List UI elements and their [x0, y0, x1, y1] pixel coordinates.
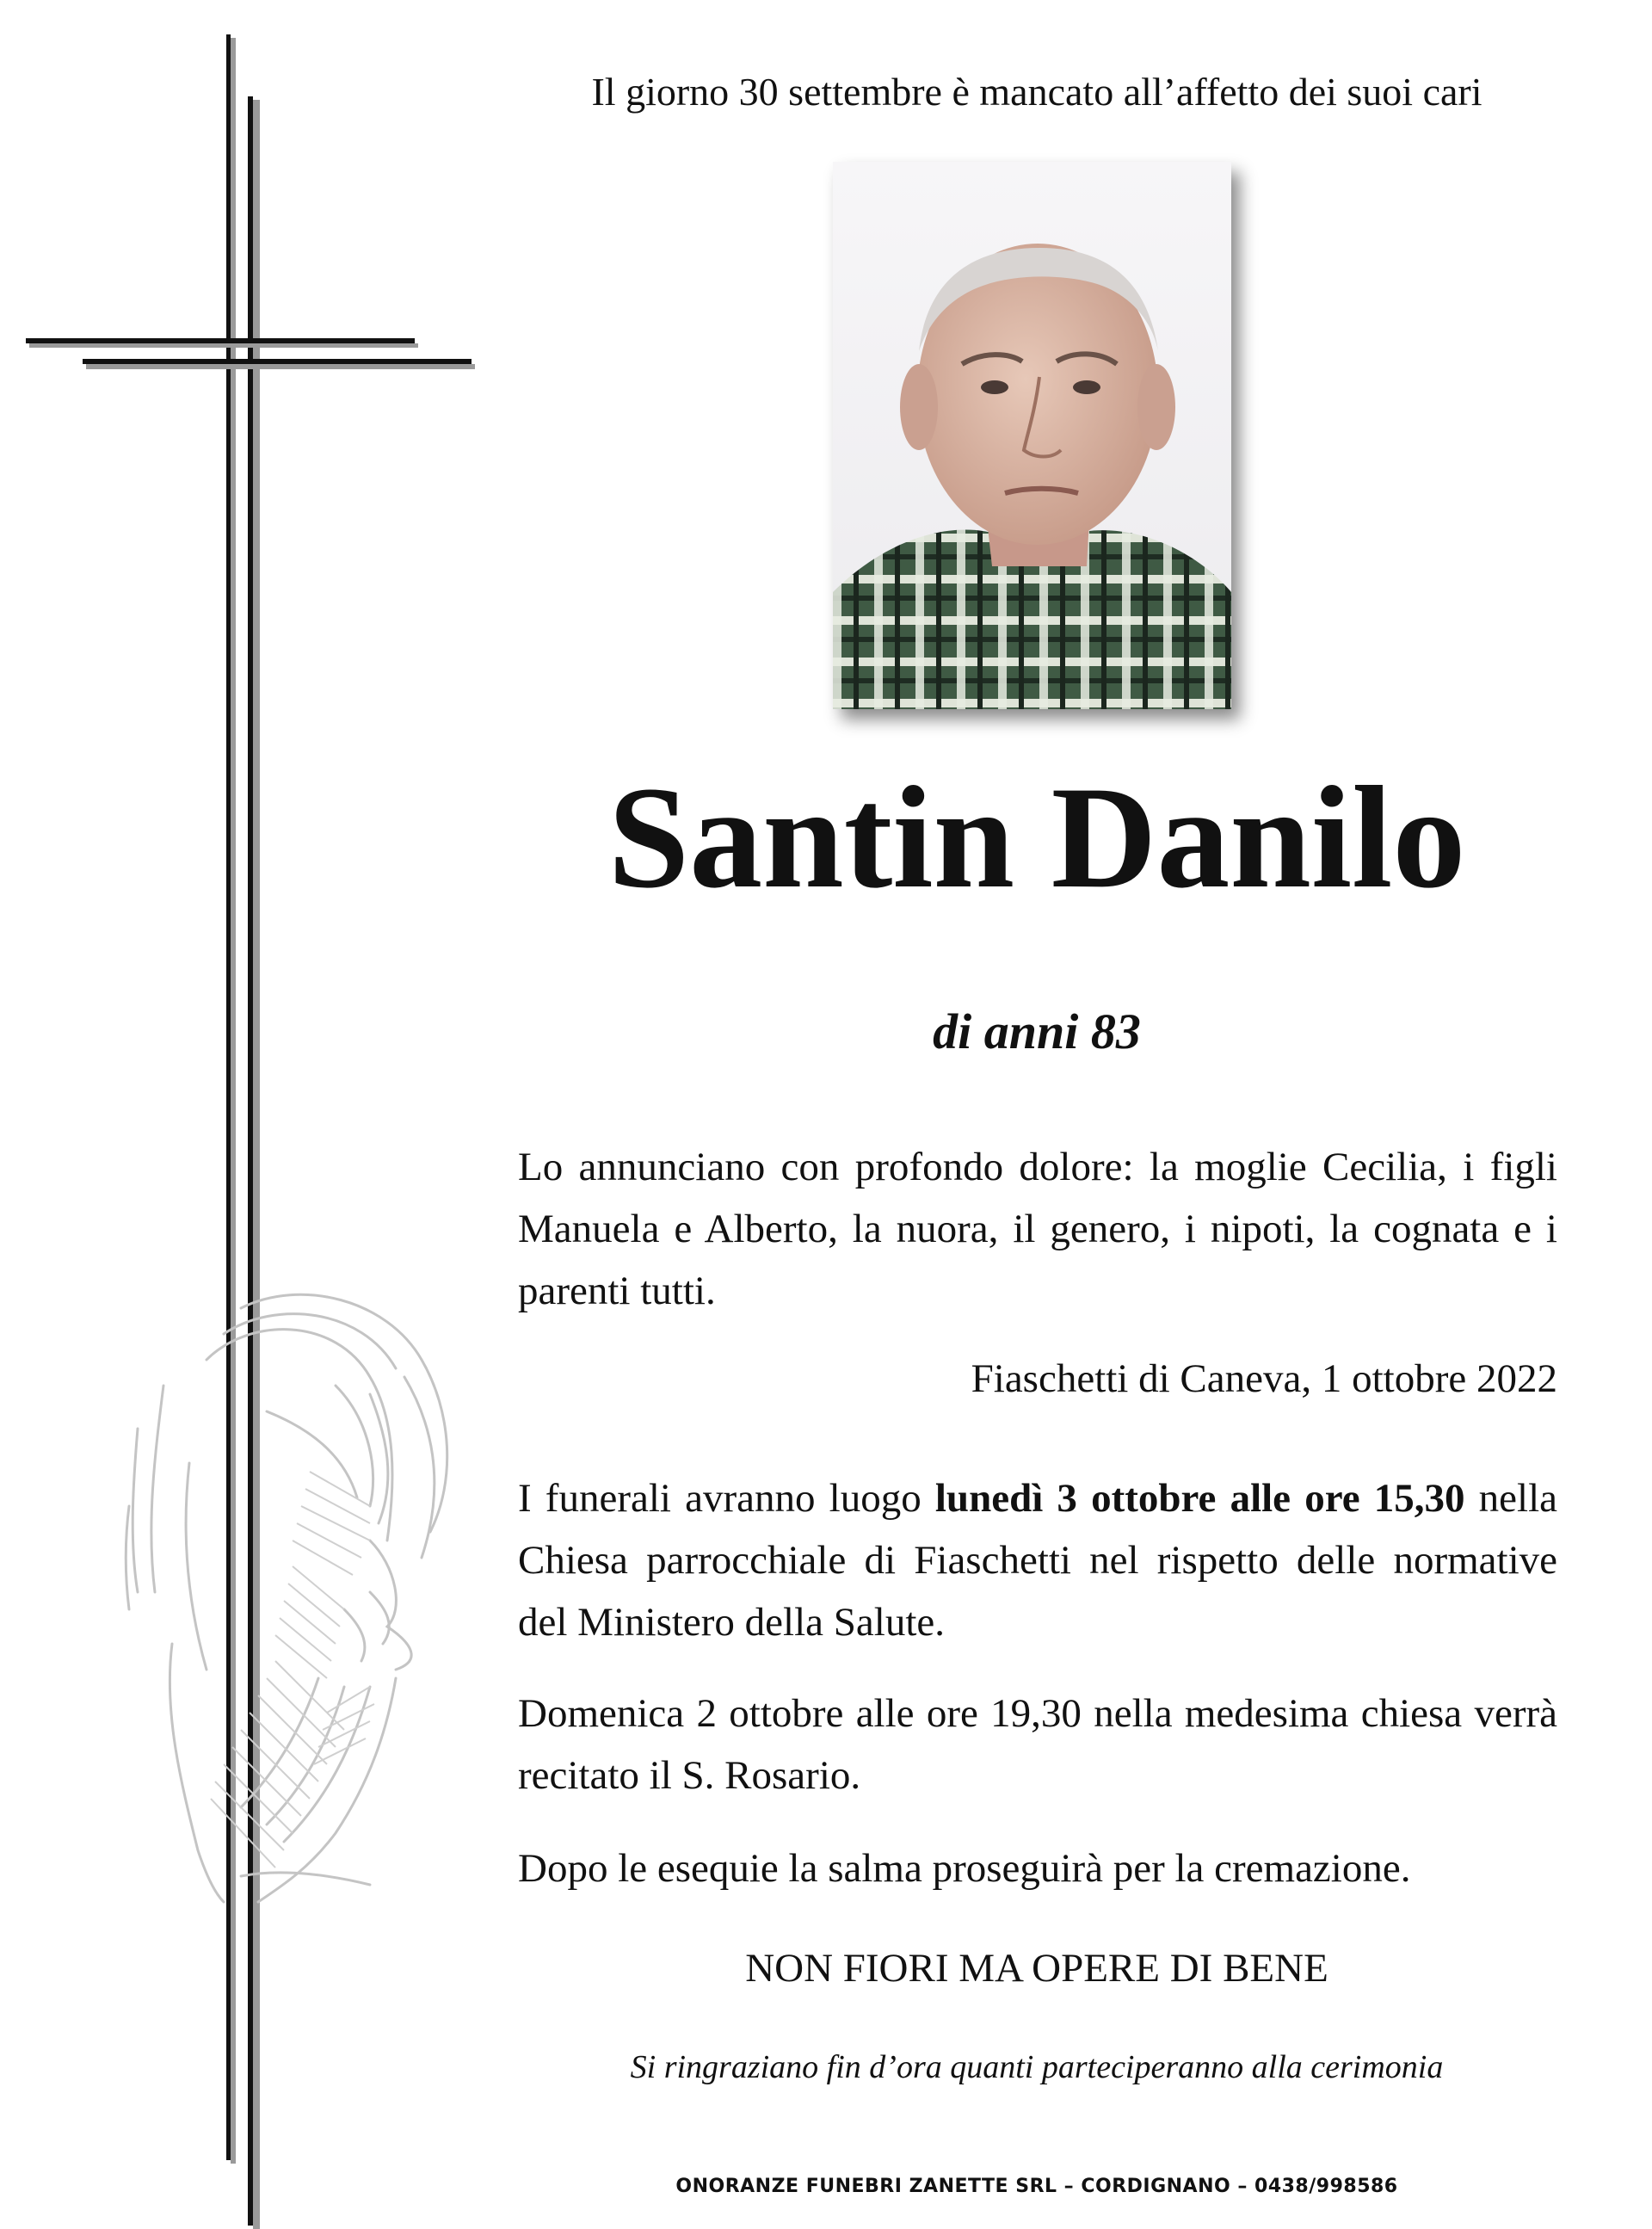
place-date: Fiaschetti di Caneva, 1 ottobre 2022 [971, 1356, 1557, 1401]
funeral-date-time: lunedì 3 ottobre alle ore 15,30 [934, 1476, 1465, 1521]
cremation-text: Dopo le esequie la salma proseguirà per la cremazione. [518, 1846, 1411, 1891]
deceased-name: Santin Danilo [607, 756, 1466, 918]
funeral-text-before: I funerali avranno luogo [518, 1476, 935, 1521]
funeral-text [518, 1467, 1557, 1653]
intro-text: Il giorno 30 settembre è mancato all’affetto dei suoi cari [591, 70, 1482, 114]
rosary-text: Domenica 2 ottobre alle ore 19,30 nella medesima chiesa verrà recitato il S. Rosario. [518, 1691, 1557, 1798]
christ-face-sketch-icon [112, 1282, 490, 1919]
deceased-age: di anni 83 [933, 1003, 1141, 1059]
thanks-text: Si ringraziano fin d’ora quanti parteciperanno alla cerimonia [630, 2049, 1444, 2085]
portrait-icon [833, 162, 1231, 709]
portrait-photo [833, 162, 1231, 709]
announcement-text: Lo annunciano con profondo dolore: la moglie Cecilia, i figli Manuela e Alberto, la nuora, il genero, i nipoti, la cognata e i parenti tutti. [518, 1145, 1557, 1313]
no-flowers-text: NON FIORI MA OPERE DI BENE [745, 1946, 1328, 1991]
funeral-home-footer: ONORANZE FUNEBRI ZANETTE SRL – CORDIGNANO – 0438/998586 [675, 2176, 1398, 2197]
funeral-text-after: nella Chiesa parrocchiale di Fiaschetti nel rispetto delle normative del Ministero della Salute. [518, 1476, 1557, 1645]
